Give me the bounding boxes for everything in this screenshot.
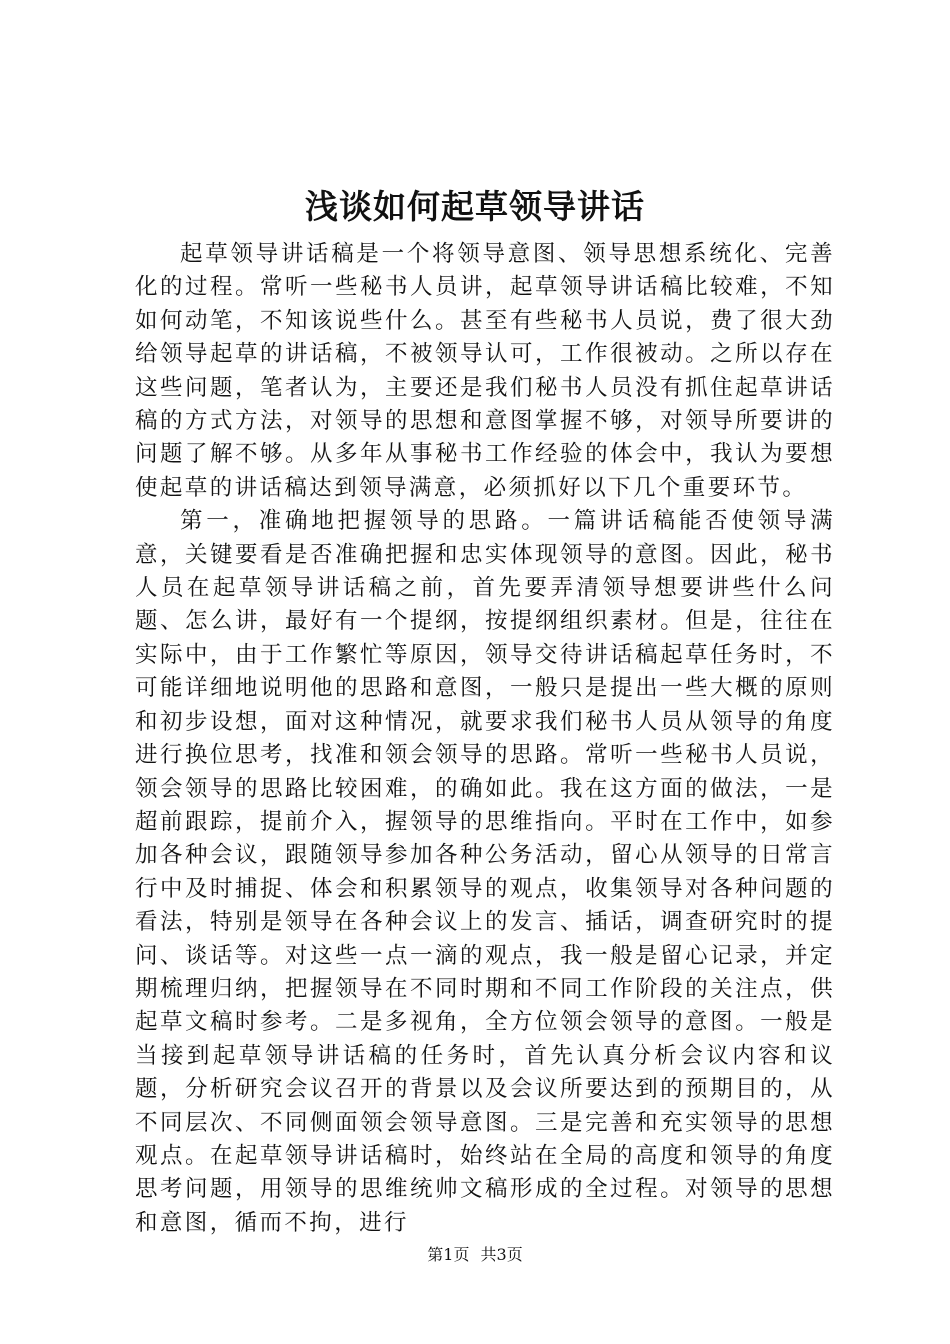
page-total: 共3页 [480, 1245, 523, 1264]
page-footer [0, 1244, 950, 1266]
paragraph-intro: 起草领导讲话稿是一个将领导意图、领导思想系统化、完善化的过程。常听一些秘书人员讲，起草领导讲话稿比较难，不知如何动笔，不知该说些什么。甚至有些秘书人员说，费了很大劲给领导起草的讲话稿，不被领导认可，工作很被动。之所以存在这些问题，笔者认为，主要还是我们秘书人员没有抓住起草讲话稿的方式方法，对领导的思想和意图掌握不够，对领导所要讲的问题了解不够。从多年从事秘书工作经验的体会中，我认为要想使起草的讲话稿达到领导满意，必须抓好以下几个重要环节。 [135, 241, 835, 501]
document-body [135, 238, 835, 1240]
page-number: 第1页 [427, 1245, 470, 1264]
document-title: 浅谈如何起草领导讲话 [305, 187, 645, 226]
paragraph-first-point: 第一，准确地把握领导的思路。一篇讲话稿能否使领导满意，关键要看是否准确把握和忠实体现领导的意图。因此，秘书人员在起草领导讲话稿之前，首先要弄清领导想要讲些什么问题、怎么讲，最好有一个提纲，按提纲组织素材。但是，往往在实际中，由于工作繁忙等原因，领导交待讲话稿起草任务时，不可能详细地说明他的思路和意图，一般只是提出一些大概的原则和初步设想，面对这种情况，就要求我们秘书人员从领导的角度进行换位思考，找准和领会领导的思路。常听一些秘书人员说，领会领导的思路比较困难，的确如此。我在这方面的做法，一是超前跟踪，提前介入，握领导的思维指向。平时在工作中，如参加各种会议，跟随领导参加各种公务活动，留心从领导的日常言行中及时捕捉、体会和积累领导的观点，收集领导对各种问题的看法，特别是领导在各种会议上的发言、插话，调查研究时的提问、谈话等。对这些一点一滴的观点，我一般是留心记录，并定期梳理归纳，把握领导在不同时期和不同工作阶段的关注点，供起草文稿时参考。二是多视角，全方位领会领导的意图。一般是当接到起草领导讲话稿的任务时，首先认真分析会议内容和议题，分析研究会议召开的背景以及会议所要达到的预期目的，从不同层次、不同侧面领会领导意图。三是完善和充实领导的思想观点。在起草领导讲话稿时，始终站在全局的高度和领导的角度思考问题，用领导的思维统帅文稿形成的全过程。对领导的思想和意图，循而不拘，进行 [135, 508, 835, 1236]
